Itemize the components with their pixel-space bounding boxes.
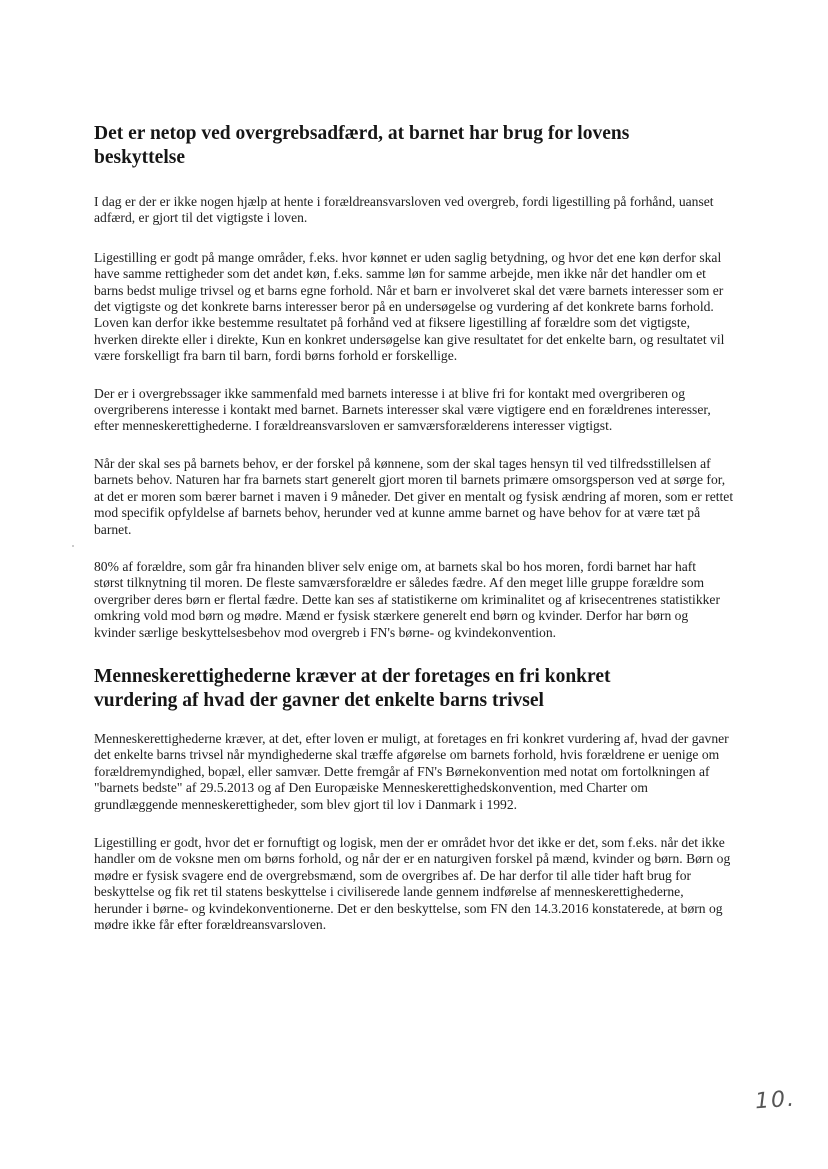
scan-speck (72, 545, 74, 547)
paragraph: Der er i overgrebssager ikke sammenfald med barnets interesse i at blive fri for kontakt med overgriberen og overgriberens interesse i kontakt med barnet. Barnets interesser skal være vigtigere end en forældrenes interesser, efter menneskerettighederne. I forældreansvarsloven er samværsforælderens interesser vigtigst. (94, 385, 711, 434)
paragraph: Ligestilling er godt på mange områder, f.eks. hvor kønnet er uden saglig betydning, og hvor det ene køn derfor skal have samme rettigheder som det andet køn, f.eks. samme løn for samme arbejde, men ikke når det handler om et barns bedst mulige trivsel og et barns egne forhold. Når et barn er involveret skal det være barnets interesser som er det vigtigste og det konkrete barns interesser beror på en undersøgelse og vurdering af det konkrete barns forhold. Loven kan derfor ikke bestemme resultatet på forhånd ved at fiksere ligestilling af forældre som det vigtigste, hverken direkte eller i direkte, Kun en konkret undersøgelse kan give resultatet for det enkelte barn, og resultatet vil være forskelligt fra barn til barn, fordi børns forhold er forskellige. (94, 249, 725, 364)
section-heading-overgreb: Det er netop ved overgrebsadfærd, at barnet har brug for lovens beskyttelse (94, 123, 630, 168)
paragraph: 80% af forældre, som går fra hinanden bliver selv enige om, at barnets skal bo hos moren, fordi barnet har haft størst tilknytning til moren. De fleste samværsforældre er således fædre. Af den meget lille gruppe forældre som overgriber deres børn er flertal fædre. Dette kan ses af statistikerne om kriminalitet og af krisecentrenes statistikker omkring vold mod børn og mødre. Mænd er fysisk stærkere generelt end børn og kvinder. Derfor har børn og kvinder særlige beskyttelsesbehov mod overgreb i FN's børne- og kvindekonvention. (94, 558, 720, 640)
paragraph: Når der skal ses på barnets behov, er der forskel på kønnene, som der skal tages hensyn til ved tilfredsstillelsen af barnets behov. Naturen har fra barnets start generelt gjort moren til barnets primære omsorgsperson ved at sørge for, at det er moren som bærer barnet i maven i 9 måneder. Det giver en mentalt og fysisk ændring af moren, som er rettet mod specifik opfyldelse af barnets behov, herunder ved at kunne amme barnet og have behov for at være tæt på barnet. (94, 455, 734, 537)
paragraph: I dag er der er ikke nogen hjælp at hente i forældreansvarsloven ved overgreb, fordi ligestilling på forhånd, uanset adfærd, er gjort til det vigtigste i loven. (94, 194, 714, 226)
paragraph: Ligestilling er godt, hvor det er fornuftigt og logisk, men der er området hvor det ikke er det, som f.eks. når det ikke handler om de voksne men om børns forhold, og når der er en naturgiven forskel på mænd, kvinder og børn. Børn og mødre er fysisk svagere end de overgrebsmænd, som de overgribes af. De har derfor til alle tider haft brug for beskyttelse og fik ret til statens beskyttelse i civiliserede lande gennem indførelse af menneskerettighederne, herunder i børne- og kvindekonventionerne. Det er den beskyttelse, som FN den 14.3.2016 konstaterede, at børn og mødre ikke får efter forældreansvarsloven. (94, 834, 731, 932)
handwritten-page-number: 10. (754, 1086, 797, 1115)
paragraph: Menneskerettighederne kræver, at det, efter loven er muligt, at foretages en fri konkret vurdering af, hvad der gavner det enkelte barns trivsel når myndighederne skal træffe afgørelse om barnets forhold, hvis forældrene er uenige om forældremyndighed, bopæl, eller samvær. Dette fremgår af FN's Børnekonvention med notat om fortolkningen af "barnets bedste" af 29.5.2013 og af Den Europæiske Menneskerettighedskonvention, med Charter om grundlæggende menneskerettigheder, som blev gjort til lov i Danmark i 1992. (94, 730, 729, 812)
section-heading-menneskerettigheder: Menneskerettighederne kræver at der foretages en fri konkret vurdering af hvad der gavner det enkelte barns trivsel (94, 665, 611, 711)
document-body (94, 122, 734, 933)
